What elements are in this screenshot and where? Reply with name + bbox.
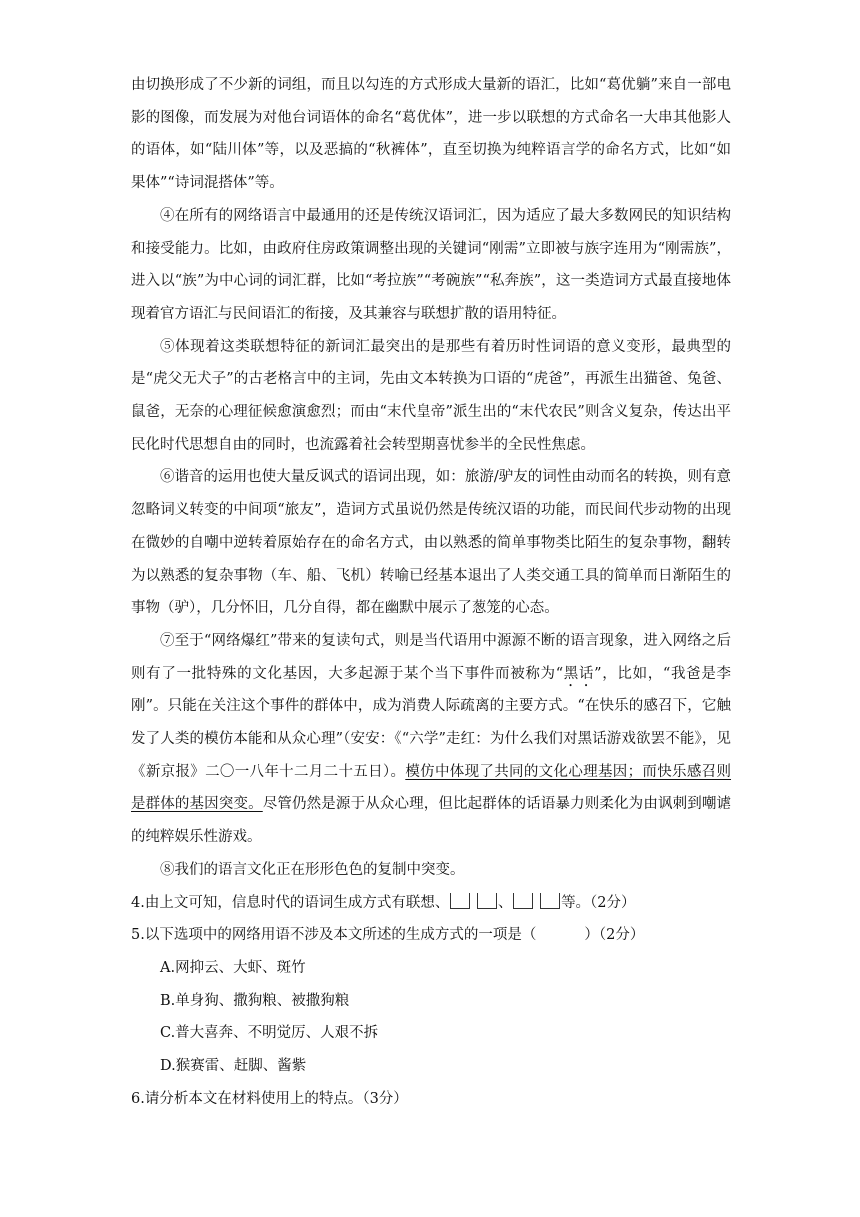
option-a: A.网抑云、大虾、斑竹 — [160, 959, 306, 976]
answer-blank-2a[interactable] — [513, 893, 533, 909]
question-4 — [131, 887, 731, 920]
question-5 — [131, 919, 731, 952]
question-4-separator: 、 — [497, 894, 513, 911]
question-4-prefix: 4.由上文可知，信息时代的语词生成方式有联想、 — [131, 894, 450, 911]
answer-blank-2b[interactable] — [540, 893, 560, 909]
option-b: B.单身狗、撒狗粮、被撒狗粮 — [160, 992, 350, 1009]
paragraph-7-part-b: ”，比如，“我爸是李刚”。只能在关注这个事件的群体中，成为消费人际疏离的主要方式。“在快乐的感召下，它触发了人类的模仿本能和从众心理”（安安：《“六学”走红：为什么我们对黑话游戏欲罢不能》，见《新京报》二〇一八年十二月二十五日）。 — [131, 665, 732, 780]
answer-blank-1b[interactable] — [477, 893, 497, 909]
paragraph-8: ⑧我们的语言文化正在形形色色的复制中突变。 — [160, 861, 465, 878]
paragraph-6: ⑥谐音的运用也使大量反讽式的语词出现，如：旅游/驴友的词性由动而名的转换，则有意忽略词义转变的中间项“旅友”，造词方式虽说仍然是传统汉语的功能，而民间代步动物的出现在微妙的自嘲中逆转着原始存在的命名方式，由以熟悉的简单事物类比陌生的复杂事物，翻转为以熟悉的复杂事物（车、船、飞机）转喻已经基本退出了人类交通工具的简单而日渐陌生的事物（驴），几分怀旧，几分自得，都在幽默中展示了葱笼的心态。 — [131, 469, 731, 617]
question-5-prefix: 5.以下选项中的网络用语不涉及本文所述的生成方式的一项是（ — [131, 927, 537, 944]
paragraph-4: ④在所有的网络语言中最通用的还是传统汉语词汇，因为适应了最大多数网民的知识结构和接受能力。比如，由政府住房政策调整出现的关键词“刚需”立即被与族字连用为“刚需族”，进入以“族”为中心词的词汇群，比如“考拉族”“考碗族”“私奔族”，这一类造词方式最直接地体现着官方语汇与民间语汇的衔接，及其兼容与联想扩散的语用特征。 — [131, 207, 731, 322]
paragraph-5: ⑤体现着这类联想特征的新词汇最突出的是那些有着历时性词语的意义变形，最典型的是“虎父无犬子”的古老格言中的主词，先由文本转换为口语的“虎爸”，再派生出猫爸、兔爸、鼠爸，无奈的心理征候愈演愈烈；而由“末代皇帝”派生出的“末代农民”则含义复杂，传达出平民化时代思想自由的同时，也流露着社会转型期喜忧参半的全民性焦虑。 — [131, 338, 731, 453]
question-6: 6.请分析本文在材料使用上的特点。（3分） — [131, 1090, 408, 1107]
paragraph-7-part-a: ⑦至于“网络爆红”带来的复读句式，则是当代语用中源源不断的语言现象，进入网络之后则有了一批特殊的文化基因，大多起源于某个当下事件而被称为“ — [131, 632, 731, 682]
paragraph-3-tail: 由切换形成了不少新的词组，而且以勾连的方式形成大量新的语汇，比如“葛优躺”来自一部电影的图像，而发展为对他台词语体的命名“葛优体”，进一步以联想的方式命名一大串其他影人的语体，如“陆川体”等，以及恶搞的“秋裤体”，直至切换为纯粹语言学的命名方式，比如“如果体”“诗词混搭体”等。 — [131, 77, 731, 192]
article-content — [131, 69, 731, 1116]
emphasized-word-heihua: 黑话 — [563, 665, 595, 682]
option-c: C.普大喜奔、不明觉厉、人艰不拆 — [160, 1025, 379, 1042]
option-d: D.猴赛雷、赶脚、酱紫 — [160, 1058, 307, 1075]
paragraph-7-part-c: 尽管仍然是源于从众心理，但比起群体的话语暴力则柔化为由讽刺到嘲谑的纯粹娱乐性游戏。 — [131, 796, 732, 846]
paragraph-7 — [131, 625, 731, 854]
question-5-suffix: ）（2分） — [584, 927, 645, 944]
underlined-sentence: 模仿中体现了共同的文化心理基因；而快乐感召则是群体的基因突变。 — [131, 763, 732, 813]
question-4-suffix: 等。（2分） — [561, 894, 636, 911]
answer-blank-1a[interactable] — [450, 893, 470, 909]
